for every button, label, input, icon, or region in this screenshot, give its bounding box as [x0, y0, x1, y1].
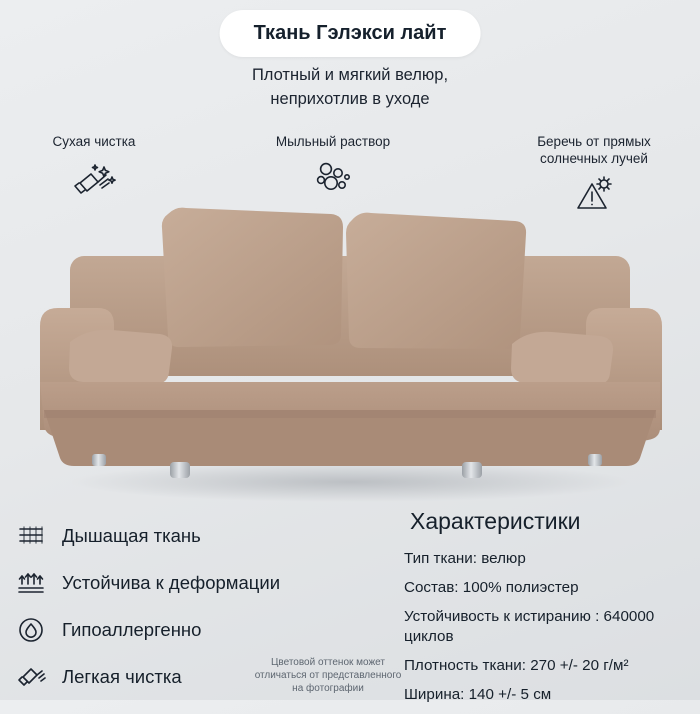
- color-disclaimer-line-3: на фотографии: [292, 683, 364, 694]
- breathable-fabric-icon: [14, 523, 48, 549]
- soap-bubbles-icon: [309, 159, 357, 199]
- page-subtitle: [0, 64, 700, 112]
- care-item-soap-solution: [238, 134, 428, 204]
- page-title: Ткань Гэлэкси лайт: [220, 10, 481, 57]
- color-disclaimer: [248, 656, 408, 695]
- spec-density: Плотность ткани: 270 +/- 20 г/м²: [404, 657, 629, 675]
- feature-label-deformation-resistant: Устойчива к деформации: [62, 571, 281, 593]
- care-label-dry-clean: Сухая чистка: [52, 134, 136, 149]
- spec-abrasion-resistance: Устойчивость к истиранию : 640000 циклов: [404, 608, 655, 646]
- care-label-avoid-sunlight: [494, 134, 694, 168]
- spec-composition: Состав: 100% полиэстер: [404, 579, 579, 597]
- feature-item-deformation-resistant: [14, 559, 384, 606]
- feature-item-hypoallergenic: [14, 606, 384, 653]
- sofa-image: [0, 196, 700, 506]
- color-disclaimer-line-1: Цветовой оттенок может: [271, 657, 385, 668]
- care-label-avoid-sunlight-line-1: Беречь от прямых: [537, 134, 651, 149]
- deformation-resistant-icon: [14, 570, 48, 596]
- specs-block: [404, 508, 692, 714]
- color-disclaimer-line-2: отличаться от представленного: [254, 670, 402, 681]
- subtitle-line-1: Плотный и мягкий велюр,: [251, 66, 449, 84]
- feature-item-breathable: [14, 512, 384, 559]
- hypoallergenic-drop-icon: [14, 616, 48, 644]
- feature-label-breathable: Дышащая ткань: [62, 524, 201, 546]
- specs-title: Характеристики: [410, 508, 581, 534]
- care-label-avoid-sunlight-line-2: солнечных лучей: [540, 150, 648, 166]
- spec-fabric-type: Тип ткани: велюр: [404, 550, 526, 567]
- feature-label-hypoallergenic: Гипоаллергенно: [62, 618, 202, 640]
- easy-clean-brush-icon: [14, 664, 48, 690]
- spec-width: Ширина: 140 +/- 5 см: [404, 686, 552, 704]
- subtitle-line-2: неприхотлив в уходе: [270, 89, 430, 108]
- care-label-soap-solution: Мыльный раствор: [275, 134, 391, 149]
- feature-label-easy-clean: Легкая чистка: [62, 665, 182, 687]
